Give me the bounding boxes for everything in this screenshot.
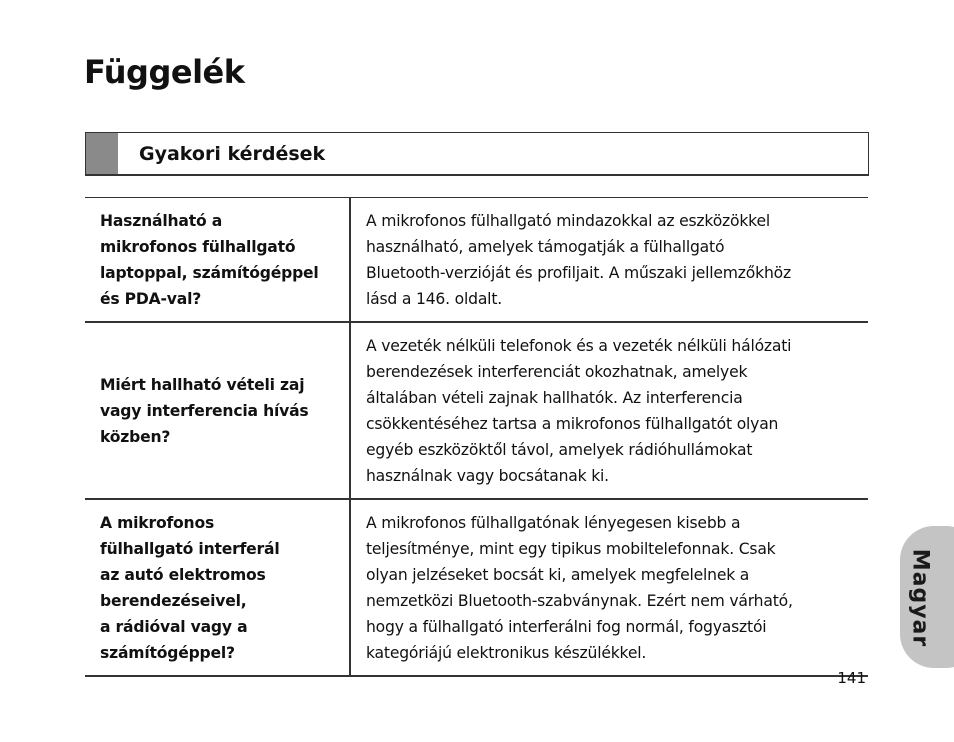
language-tab-label: Magyar: [907, 548, 933, 648]
faq-answer-line: lásd a 146. oldalt.: [366, 290, 502, 308]
faq-row: [85, 499, 868, 676]
page-number: 141: [837, 669, 866, 687]
faq-answer: [350, 322, 868, 499]
faq-question: [85, 198, 350, 323]
faq-question-line: vagy interferencia hívás: [100, 402, 309, 420]
page-title: Függelék: [84, 53, 245, 91]
faq-question-line: laptoppal, számítógéppel: [100, 264, 319, 282]
faq-answer-line: nemzetközi Bluetooth-szabványnak. Ezért nem várható,: [366, 592, 793, 610]
faq-answer-line: általában vételi zajnak hallhatók. Az interferencia: [366, 389, 743, 407]
faq-answer-line: használható, amelyek támogatják a fülhallgató: [366, 238, 725, 256]
faq-table: [85, 197, 868, 677]
faq-question: [85, 499, 350, 676]
faq-question-line: számítógéppel?: [100, 644, 235, 662]
faq-question-line: Használható a: [100, 212, 223, 230]
faq-answer-line: A vezeték nélküli telefonok és a vezeték nélküli hálózati: [366, 337, 792, 355]
faq-answer-line: használnak vagy bocsátanak ki.: [366, 467, 609, 485]
language-side-tab: [900, 526, 954, 668]
section-marker: [86, 133, 118, 174]
faq-question-line: és PDA-val?: [100, 290, 202, 308]
faq-row: [85, 198, 868, 323]
faq-row: [85, 322, 868, 499]
faq-answer-line: csökkentéséhez tartsa a mikrofonos fülhallgatót olyan: [366, 415, 779, 433]
faq-question: [85, 322, 350, 499]
faq-answer-line: egyéb eszközöktől távol, amelyek rádióhullámokat: [366, 441, 753, 459]
faq-question-line: fülhallgató interferál: [100, 540, 280, 558]
faq-question-line: berendezéseivel,: [100, 592, 247, 610]
faq-answer: [350, 499, 868, 676]
faq-question-line: A mikrofonos: [100, 514, 215, 532]
faq-question-line: az autó elektromos: [100, 566, 266, 584]
faq-answer-line: olyan jelzéseket bocsát ki, amelyek megfelelnek a: [366, 566, 750, 584]
faq-answer: [350, 198, 868, 323]
faq-answer-line: hogy a fülhallgató interferálni fog normál, fogyasztói: [366, 618, 767, 636]
faq-answer-line: A mikrofonos fülhallgatónak lényegesen kisebb a: [366, 514, 741, 532]
faq-question-line: a rádióval vagy a: [100, 618, 248, 636]
faq-answer-line: berendezések interferenciát okozhatnak, amelyek: [366, 363, 748, 381]
faq-body: [85, 198, 868, 677]
section-header: [85, 132, 869, 176]
faq-question-line: közben?: [100, 428, 171, 446]
faq-answer-line: teljesítménye, mint egy tipikus mobiltelefonnak. Csak: [366, 540, 776, 558]
faq-answer-line: kategóriájú elektronikus készülékkel.: [366, 644, 647, 662]
section-title: Gyakori kérdések: [139, 143, 326, 165]
faq-answer-line: Bluetooth-verzióját és profiljait. A műszaki jellemzőkhöz: [366, 264, 791, 282]
faq-question-line: mikrofonos fülhallgató: [100, 238, 296, 256]
faq-answer-line: A mikrofonos fülhallgató mindazokkal az eszközökkel: [366, 212, 770, 230]
faq-question-line: Miért hallható vételi zaj: [100, 376, 305, 394]
